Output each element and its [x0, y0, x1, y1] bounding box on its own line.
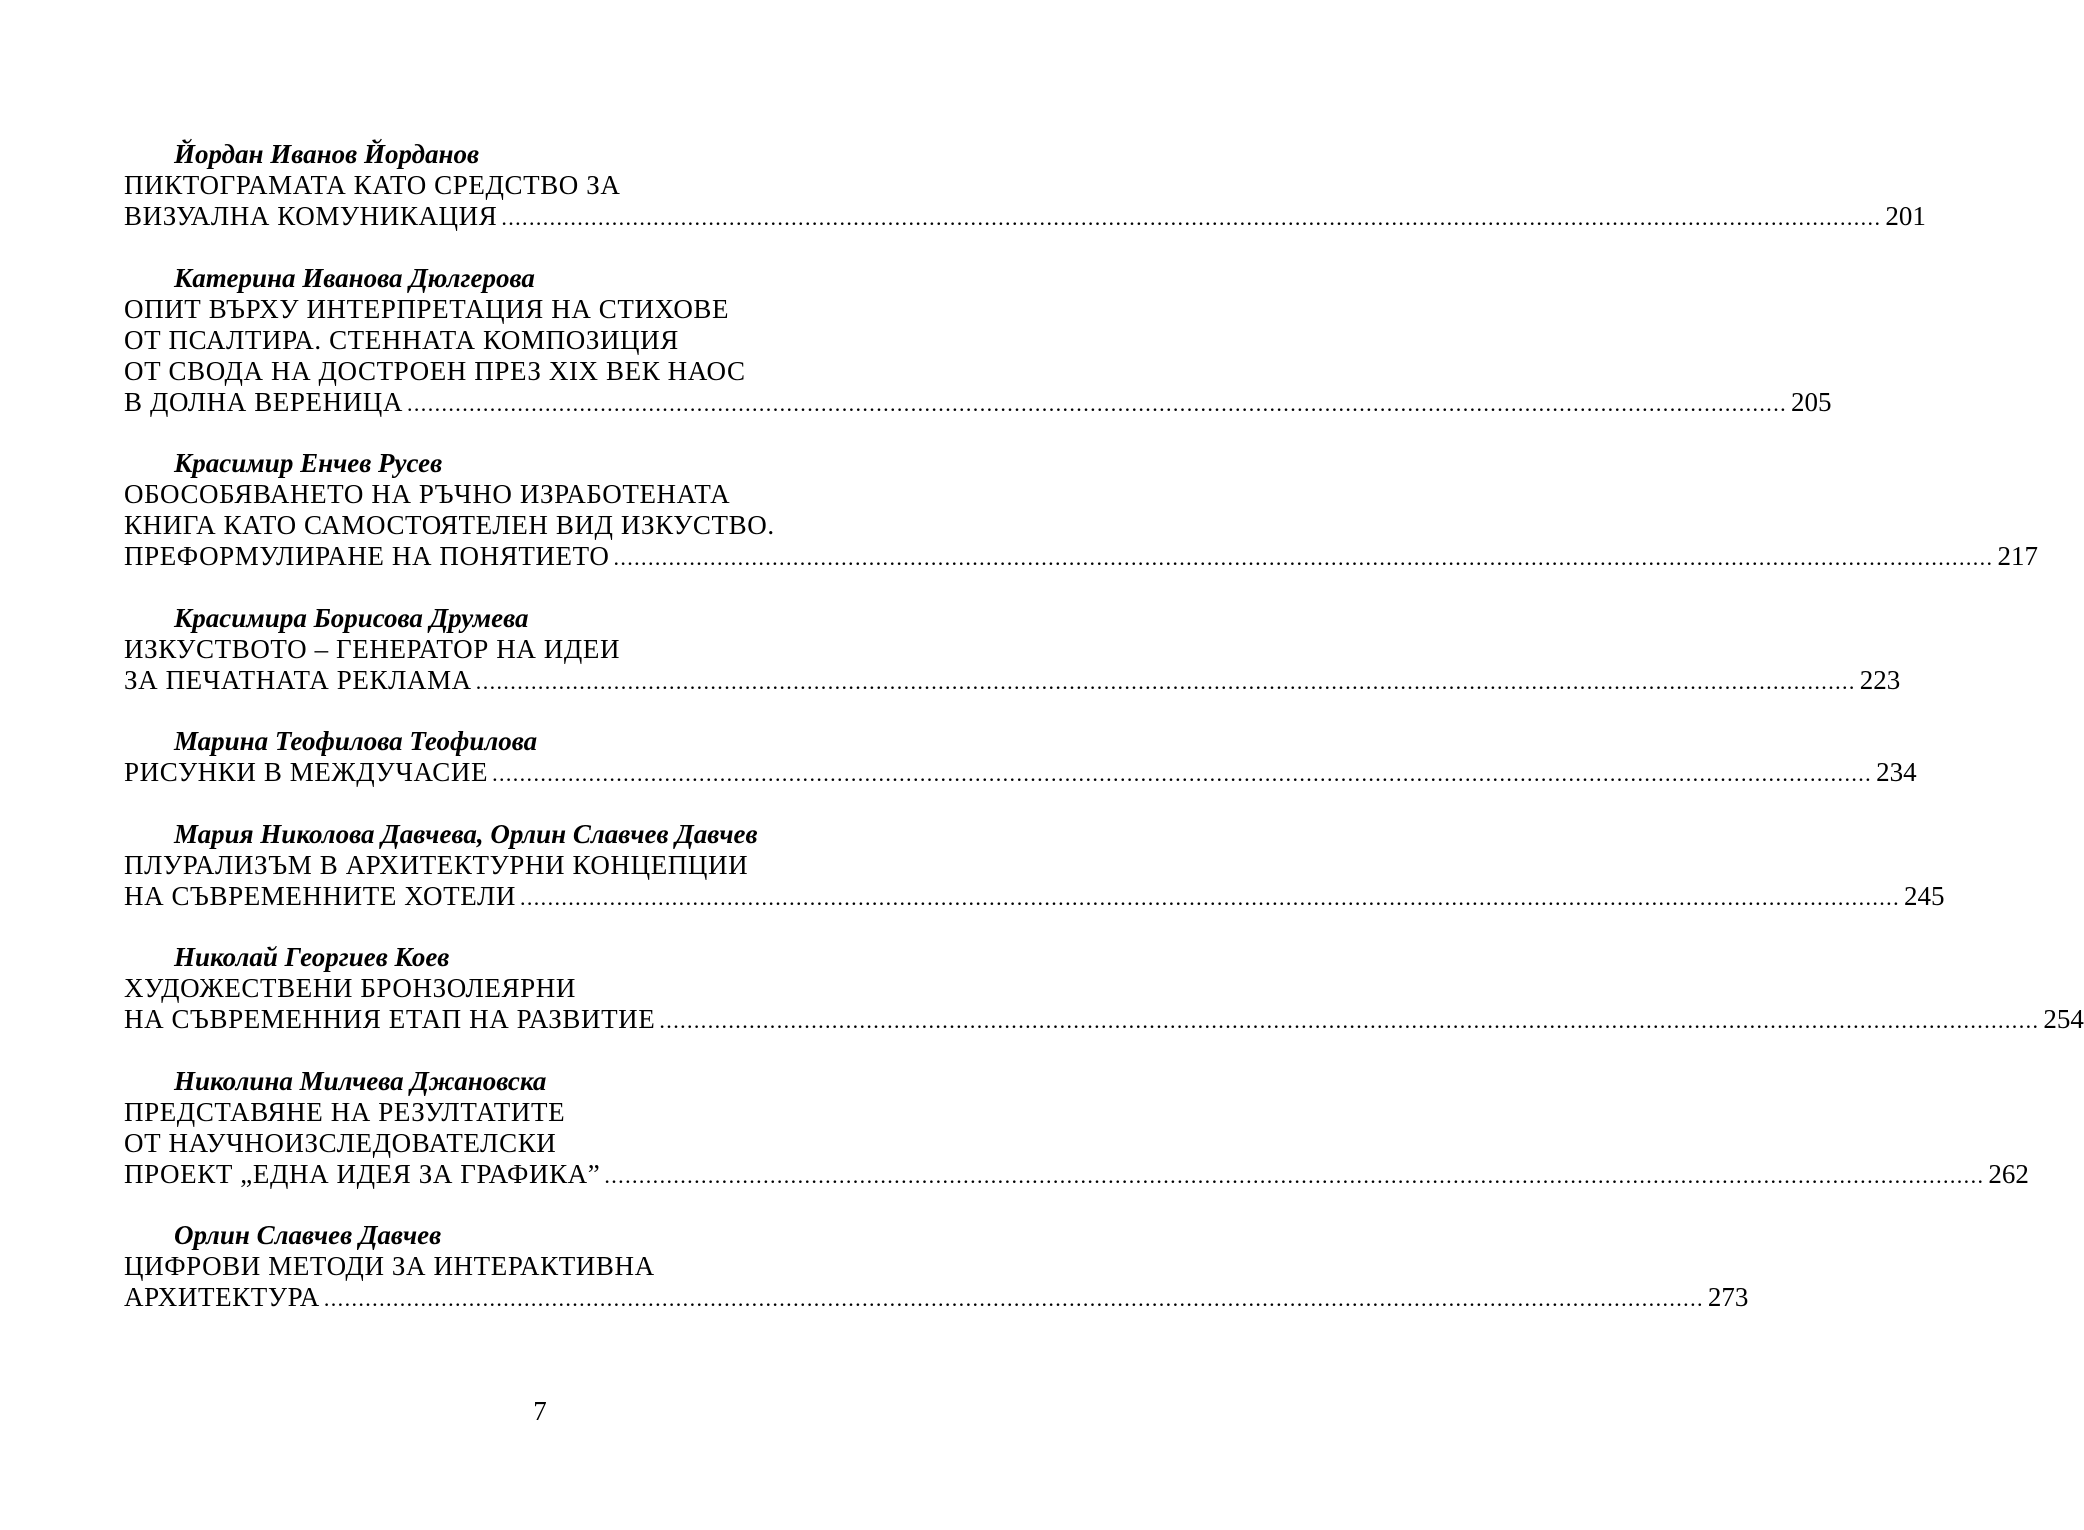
entry-title-last-line	[124, 1282, 1749, 1314]
toc-entry	[124, 602, 1901, 697]
entry-title-last-line	[124, 1158, 2029, 1191]
entry-title-text: В ДОЛНА ВЕРЕНИЦА	[124, 386, 403, 417]
entry-title-text: АРХИТЕКТУРА	[124, 1282, 320, 1312]
toc-entry	[124, 139, 1926, 233]
toc-entry	[124, 448, 2038, 573]
entry-author: Красимир Енчев Русев	[174, 448, 443, 478]
toc-entry	[124, 262, 1832, 419]
entry-title-text: ПРОЕКТ „ЕДНА ИДЕЯ ЗА ГРАФИКА”	[124, 1158, 601, 1189]
entry-title-last-line	[124, 1004, 2084, 1036]
entry-title-line: ЦИФРОВИ МЕТОДИ ЗА ИНТЕРАКТИВНА	[124, 1251, 655, 1281]
toc-entry	[124, 818, 1945, 913]
entry-author: Красимира Борисова Друмева	[174, 602, 529, 633]
entry-title-last-line	[124, 201, 1926, 233]
entry-title-last-line	[124, 664, 1901, 697]
entry-title-last-line	[124, 757, 1917, 789]
toc-entry	[124, 942, 2084, 1036]
entry-page-number: 217	[1997, 541, 2038, 571]
entry-author: Николай Георгиев Коев	[174, 942, 450, 972]
entry-title-line: ОТ СВОДА НА ДОСТРОЕН ПРЕЗ XIX ВЕК НАОС	[124, 355, 746, 386]
dot-leader: ........................................................................................................................................................................................................	[407, 390, 1787, 416]
entry-title-text: ВИЗУАЛНА КОМУНИКАЦИЯ	[124, 201, 498, 231]
entry-page-number: 223	[1859, 664, 1901, 695]
entry-title-line: ПИКТОГРАМАТА КАТО СРЕДСТВО ЗА	[124, 170, 621, 200]
entry-page-number: 234	[1876, 757, 1917, 787]
entry-title-line: ПРЕДСТАВЯНЕ НА РЕЗУЛТАТИТЕ	[124, 1096, 566, 1127]
dot-leader: ........................................................................................................................................................................................................	[659, 1008, 2040, 1033]
entry-author: Орлин Славчев Давчев	[174, 1220, 442, 1250]
dot-leader: ........................................................................................................................................................................................................	[604, 1162, 1985, 1188]
entry-title-line: ОБОСОБЯВАНЕТО НА РЪЧНО ИЗРАБОТЕНАТА	[124, 479, 731, 509]
entry-title-text: НА СЪВРЕМЕННИТЕ ХОТЕЛИ	[124, 880, 516, 911]
entry-author: Николина Милчева Джановска	[174, 1065, 547, 1096]
entry-author: Катерина Иванова Дюлгерова	[174, 262, 535, 293]
entry-title-line: КНИГА КАТО САМОСТОЯТЕЛЕН ВИД ИЗКУСТВО.	[124, 510, 775, 540]
entry-title-line: ХУДОЖЕСТВЕНИ БРОНЗОЛЕЯРНИ	[124, 973, 576, 1003]
toc-entry	[124, 726, 1917, 789]
entry-title-line: ОПИТ ВЪРХУ ИНТЕРПРЕТАЦИЯ НА СТИХОВЕ	[124, 293, 730, 324]
entry-title-line: ИЗКУСТВОТО – ГЕНЕРАТОР НА ИДЕИ	[124, 633, 621, 664]
toc-entry	[124, 1065, 2029, 1191]
entry-title-text: НА СЪВРЕМЕННИЯ ЕТАП НА РАЗВИТИЕ	[124, 1004, 656, 1034]
dot-leader: ........................................................................................................................................................................................................	[323, 1286, 1704, 1311]
dot-leader: ........................................................................................................................................................................................................	[492, 761, 1873, 786]
entry-author: Йордан Иванов Йорданов	[174, 139, 480, 169]
entry-title-text: ПРЕФОРМУЛИРАНЕ НА ПОНЯТИЕТО	[124, 541, 610, 571]
entry-page-number: 245	[1903, 880, 1945, 911]
entry-page-number: 273	[1707, 1282, 1749, 1312]
entry-title-last-line	[124, 386, 1832, 419]
dot-leader: ........................................................................................................................................................................................................	[501, 205, 1882, 230]
entry-title-last-line	[124, 880, 1945, 913]
entry-title-last-line	[124, 541, 2038, 573]
entry-title-text: РИСУНКИ В МЕЖДУЧАСИЕ	[124, 757, 489, 787]
table-of-contents	[124, 139, 2084, 1344]
page-number: 7	[533, 1396, 547, 1426]
dot-leader: ........................................................................................................................................................................................................	[475, 668, 1856, 694]
entry-title-line: ОТ ПСАЛТИРА. СТЕННАТА КОМПОЗИЦИЯ	[124, 324, 679, 355]
entry-page-number: 254	[2043, 1004, 2084, 1034]
entry-page-number: 201	[1885, 201, 1926, 231]
entry-author: Марина Теофилова Теофилова	[174, 726, 538, 756]
dot-leader: ........................................................................................................................................................................................................	[613, 545, 1994, 570]
entry-title-line: ОТ НАУЧНОИЗСЛЕДОВАТЕЛСКИ	[124, 1127, 557, 1158]
dot-leader: ........................................................................................................................................................................................................	[519, 884, 1900, 910]
toc-entry	[124, 1220, 1749, 1314]
entry-title-text: ЗА ПЕЧАТНАТА РЕКЛАМА	[124, 664, 472, 695]
entry-page-number: 205	[1791, 386, 1832, 417]
entry-page-number: 262	[1988, 1158, 2029, 1189]
entry-title-line: ПЛУРАЛИЗЪМ В АРХИТЕКТУРНИ КОНЦЕПЦИИ	[124, 849, 749, 880]
entry-author: Мария Николова Давчева, Орлин Славчев Давчев	[174, 818, 758, 849]
